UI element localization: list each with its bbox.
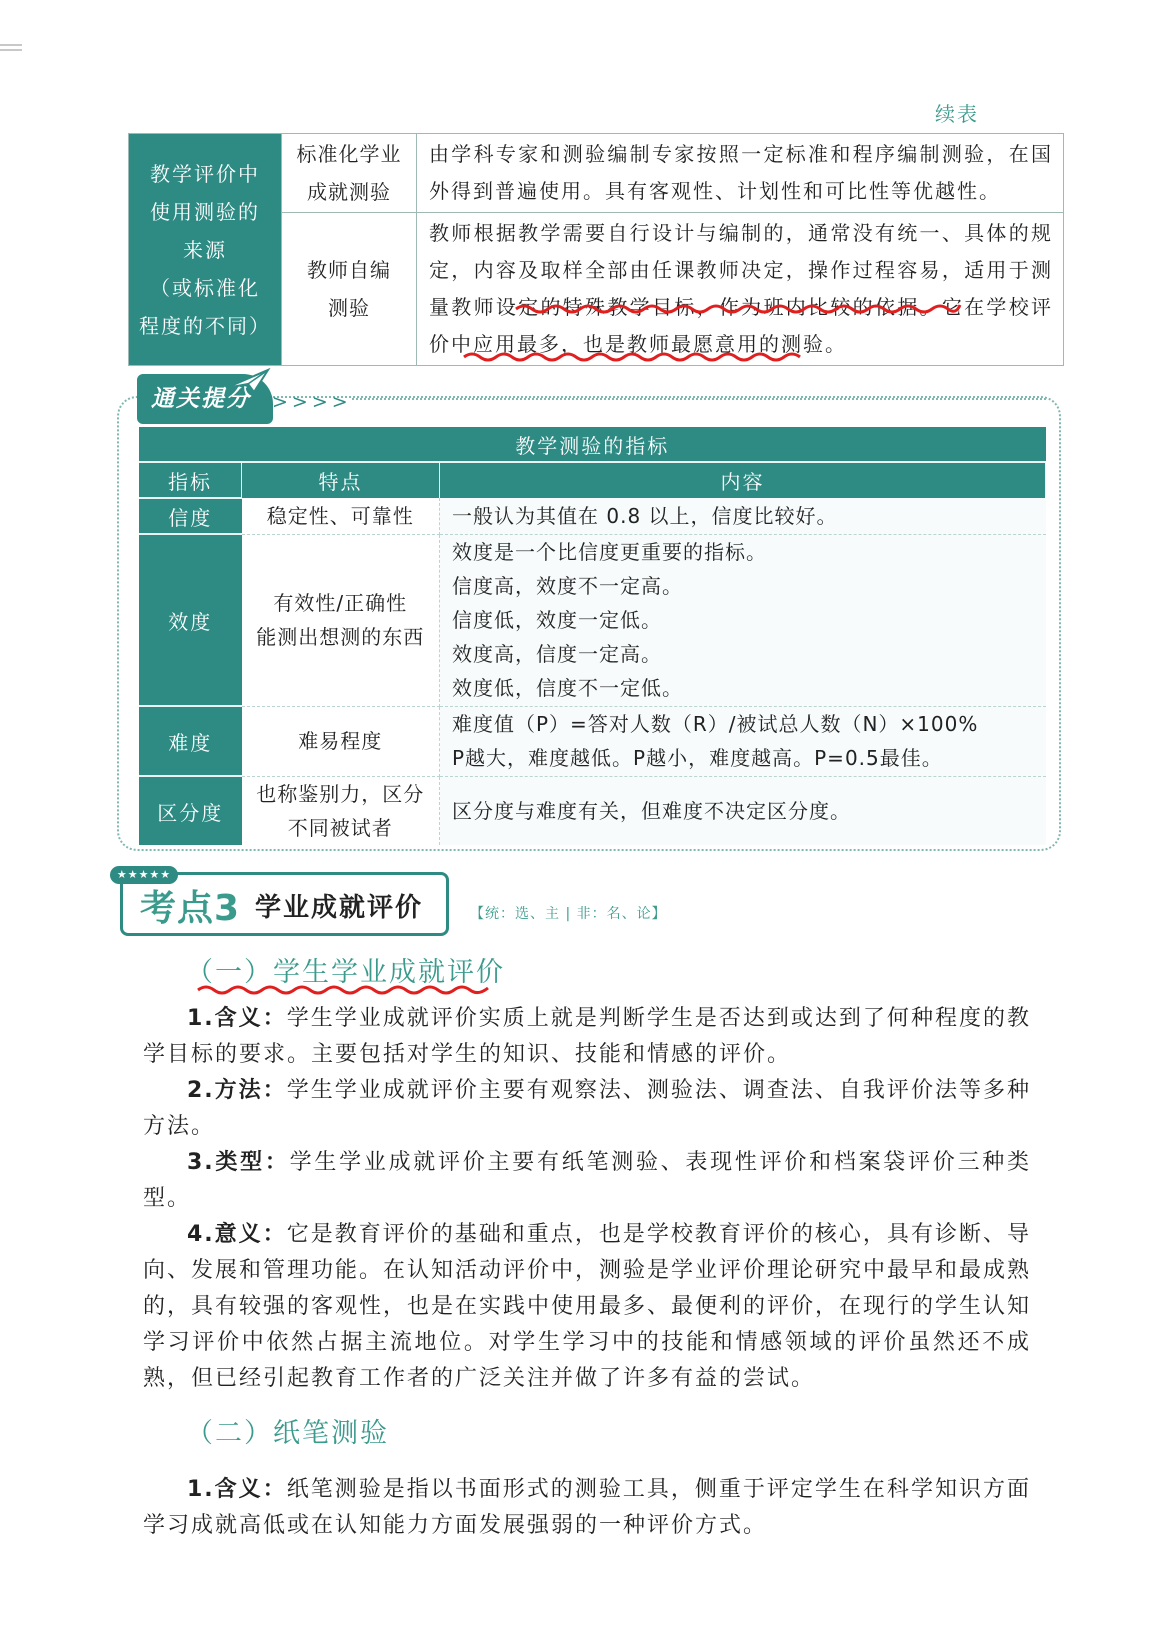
indicator-feature	[242, 706, 440, 776]
item-text: 学生学业成就评价主要有纸笔测验、表现性评价和档案袋评价三种类型。	[143, 1150, 1031, 1211]
handwritten-underline	[196, 982, 496, 996]
indicator-content	[440, 776, 1046, 845]
indicator-name: 区分度	[139, 776, 242, 845]
item-label: 1.含义：	[187, 1477, 287, 1502]
row-header-line: 程度的不同）	[139, 313, 271, 338]
test-type-line: 标准化学业	[296, 142, 402, 166]
star-rating: ★★★★★	[110, 866, 178, 884]
indicator-feature	[242, 776, 440, 845]
feature-line: 也称鉴别力，区分	[256, 781, 425, 806]
item-text: 它是教育评价的基础和重点，也是学校教育评价的核心，具有诊断、导向、发展和管理功能。在认知活动评价中，测验是学业评价理论研究中最早和最成熟的，具有较强的客观性，也是在实践中使用最多、最便利的评价，在现行的学生认知学习评价中依然占据主流地位。对学生学习中的技能和情感领域的评价虽然还不成熟，但已经引起教育工作者的广泛关注并做了许多有益的尝试。	[143, 1222, 1032, 1391]
test-desc-text: 教师根据教学需要自行设计与编制的，通常没有统一、具体的规定，内容及取样全部由任课教师决定，操作过程容易，适用于测量教师设定的特殊教学目标，作为班内比较的依据。它在学校评价中应用最多，也是教师最愿意用的测验。	[429, 221, 1053, 356]
table-row	[139, 776, 1046, 845]
content-line: 区分度与难度有关，但难度不决定区分度。	[452, 798, 851, 823]
header-cell: 指标	[139, 462, 242, 498]
content-line: 难度值（P）=答对人数（R）/被试总人数（N）×100%	[452, 712, 979, 736]
paragraph	[143, 1145, 1031, 1217]
test-type-line: 测验	[328, 296, 370, 320]
content-line: 效度是一个比信度更重要的指标。	[452, 540, 767, 564]
row-header-line: 教学评价中	[150, 161, 260, 186]
item-text: 学生学业成就评价主要有观察法、测验法、调查法、自我评价法等多种方法。	[143, 1078, 1031, 1139]
feature-line: 不同被试者	[287, 815, 393, 840]
item-label: 1.含义：	[187, 1006, 287, 1031]
indicator-content	[440, 498, 1046, 534]
content-line: 效度低，信度不一定低。	[452, 676, 683, 700]
paragraph	[143, 1217, 1031, 1397]
indicator-name: 效度	[139, 534, 242, 706]
indicator-name: 难度	[139, 706, 242, 776]
row-header-line: 使用测验的	[150, 199, 260, 224]
feature-line: 难易程度	[298, 729, 383, 753]
kaodian-number: 考点3	[140, 888, 241, 929]
paper-plane-icon	[224, 366, 272, 396]
test-desc-cell: 由学科专家和测验编制专家按照一定标准和程序编制测验，在国外得到普遍使用。具有客观性、计划性和可比性等优越性。	[417, 134, 1064, 213]
test-type-line: 教师自编	[307, 258, 391, 282]
tip-label: 通关提分	[137, 374, 273, 424]
indicator-content	[440, 706, 1046, 776]
feature-line: 有效性/正确性	[273, 591, 408, 615]
table-row	[139, 706, 1046, 776]
indicator-content	[440, 534, 1046, 706]
indicator-feature	[242, 534, 440, 706]
content-line: P越大，难度越低。P越小，难度越高。P=0.5最佳。	[452, 746, 943, 770]
handwritten-underline	[0, 0, 1169, 400]
paragraph	[143, 1001, 1031, 1073]
section-heading: （一）学生学业成就评价	[186, 957, 505, 988]
paragraph	[143, 1073, 1031, 1145]
feature-line: 能测出想测的东西	[256, 625, 425, 649]
item-text: 纸笔测验是指以书面形式的测验工具，侧重于评定学生在科学知识方面学习成就高低或在认知能力方面发展强弱的一种评价方式。	[143, 1477, 1031, 1538]
test-type-line: 成就测验	[307, 180, 391, 204]
continued-label: 续表	[935, 102, 979, 126]
item-label: 3.类型：	[187, 1150, 290, 1175]
content-line: 信度低，效度一定低。	[452, 608, 662, 632]
kaodian-tag: 【统：选、主 | 非：名、论】	[470, 906, 667, 922]
item-label: 2.方法：	[187, 1078, 287, 1103]
section-heading: （二）纸笔测验	[186, 1418, 389, 1449]
chevrons: >>>>	[272, 391, 352, 413]
kaodian-title: 学业成就评价	[255, 893, 424, 923]
item-text: 学生学业成就评价实质上就是判断学生是否达到或达到了何种程度的教学目标的要求。主要包括对学生的知识、技能和情感的评价。	[143, 1006, 1031, 1067]
paragraph	[143, 1472, 1031, 1544]
content-line: 信度高，效度不一定高。	[452, 574, 683, 598]
indicator-name: 信度	[139, 498, 242, 534]
header-cell: 内容	[440, 462, 1046, 498]
indicator-table	[139, 427, 1046, 845]
item-label: 4.意义：	[187, 1222, 287, 1247]
row-header-line: （或标准化	[150, 275, 260, 300]
tab-dotted-line	[352, 398, 1046, 400]
header-cell: 特点	[242, 462, 440, 498]
content-line: 效度高，信度一定高。	[452, 642, 662, 666]
table-row	[139, 534, 1046, 706]
feature-line: 稳定性、可靠性	[266, 503, 414, 528]
table-caption: 教学测验的指标	[139, 427, 1046, 462]
row-header-line: 来源	[183, 237, 227, 262]
table-row	[139, 498, 1046, 534]
content-line: 一般认为其值在 0.8 以上，信度比较好。	[452, 503, 838, 528]
indicator-feature	[242, 498, 440, 534]
